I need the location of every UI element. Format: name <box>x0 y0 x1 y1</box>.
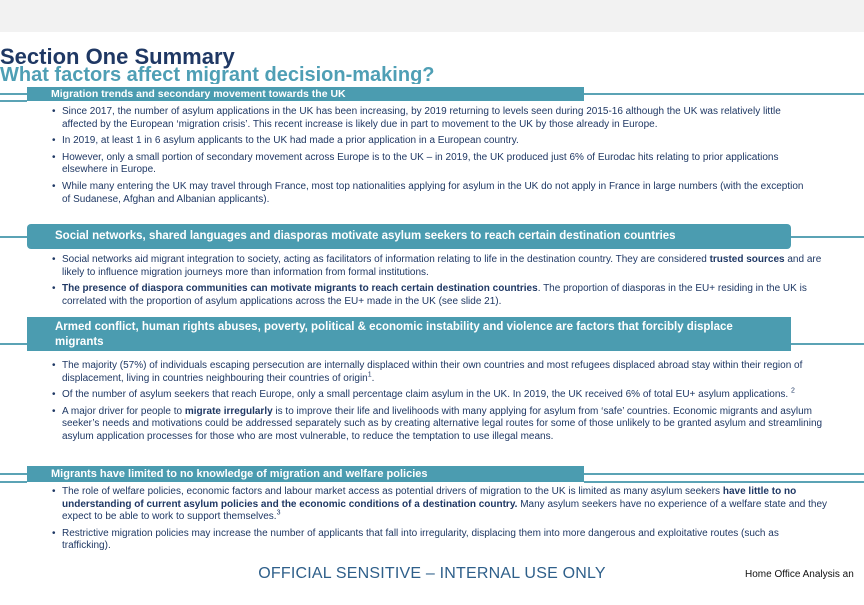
section-bullets-welfare-knowledge <box>50 486 830 557</box>
divider-line <box>0 100 27 102</box>
bullet-item <box>50 152 810 177</box>
divider-line <box>0 343 27 345</box>
section-bullets-armed-conflict <box>50 360 830 448</box>
section-bullets-migration-trends <box>50 106 810 210</box>
bullet-text: Many asylum seekers have no experience of a welfare state and they expect to be able to work to support themselves. <box>62 498 828 523</box>
bold-text: migrate irregularly <box>184 405 273 417</box>
bullet-text: is to improve their life and livelihoods with many applying for asylum from ‘safe’ countries. Economic migrants and asylum seeker’s needs and motivations could be addressed separately such as by creating alternative legal routes for some of those unlikely to be granted asylum and streamlining asylum application processes for those who are most vulnerable, to reduce the temptation to use illegal means. <box>62 405 823 442</box>
bullet-text: . The proportion of diasporas in the EU+ residing in the UK is correlated with the proportion of asylum applications across the EU+ made in the UK (see slide 21). <box>62 283 807 307</box>
section-header-migration-trends: Migration trends and secondary movement towards the UK <box>27 87 584 101</box>
section-bullets-social-networks <box>50 254 830 312</box>
bullet-item <box>50 106 810 131</box>
divider-line <box>0 473 27 475</box>
bullet-text: Since 2017, the number of asylum applications in the UK has been increasing, by 2019 returning to levels seen during 2015-16 although the UK was relatively little affected by the European ‘migration crisis’. This recent increase is likely due in part to movement to the UK by those already in Europe. <box>62 106 781 130</box>
bold-text: The presence of diaspora communities can motivate migrants to reach certain destination countries <box>62 283 538 295</box>
bullet-text: However, only a small portion of secondary movement across Europe is to the UK – in 2019, the UK produced just 6% of Eurodac hits relating to prior applications elsewhere in Europe. <box>62 151 779 176</box>
bullet-item <box>50 360 830 385</box>
bullet-text: and are likely to influence migration journeys more than information from formal institutions. <box>62 254 822 278</box>
bullet-text: A major driver for people to <box>62 405 185 417</box>
bold-text: have little to no understanding of current asylum policies and the economic conditions of a destination country. <box>62 486 797 510</box>
footnote-ref: 3 <box>276 509 281 517</box>
bullet-item <box>50 389 830 402</box>
divider-line <box>791 236 864 238</box>
top-bar <box>0 0 864 32</box>
bullet-item <box>50 528 830 553</box>
page-subtitle: What factors affect migrant decision-making? <box>0 64 435 84</box>
divider-line <box>0 481 27 483</box>
bullet-text: . <box>371 372 375 384</box>
divider-line <box>0 93 27 95</box>
bullet-text: Social networks aid migrant integration to society, acting as facilitators of information relating to life in the destination country. They are considered <box>62 254 710 265</box>
divider-line <box>584 93 864 95</box>
footnote-ref: 2 <box>790 387 795 395</box>
divider-line <box>584 473 864 475</box>
classification-footer: OFFICIAL SENSITIVE – INTERNAL USE ONLY <box>258 565 606 582</box>
bullet-text: Of the number of asylum seekers that reach Europe, only a small percentage claim asylum in the UK. In 2019, the UK received 6% of total EU+ asylum applications. <box>62 389 791 401</box>
bullet-text: While many entering the UK may travel through France, most top nationalities applying for asylum in the UK do not apply in France in large numbers (with the exception of Sudanese, Afghan and Albanian applicants). <box>62 180 804 205</box>
bullet-item <box>50 283 830 308</box>
bullet-item <box>50 486 830 524</box>
divider-line <box>0 236 27 238</box>
section-header-welfare-knowledge: Migrants have limited to no knowledge of migration and welfare policies <box>27 466 584 482</box>
section-header-social-networks: Social networks, shared languages and diasporas motivate asylum seekers to reach certain destination countries <box>27 224 791 249</box>
bullet-item <box>50 406 830 444</box>
footnote-ref: 1 <box>367 371 372 379</box>
bold-text: trusted sources <box>709 254 785 265</box>
bullet-text: The majority (57%) of individuals escaping persecution are internally displaced within their own countries and most refugees displaced abroad stay within their region of displacement, living in countries neighbouring their countries of origin <box>62 360 803 384</box>
bullet-item <box>50 135 810 148</box>
divider-line <box>584 481 864 483</box>
bullet-text: The role of welfare policies, economic factors and labour market access as potential drivers of migration to the UK is limited as many asylum seekers <box>62 486 723 497</box>
bullet-text: In 2019, at least 1 in 6 asylum applicants to the UK had made a prior application in a European country. <box>62 135 519 147</box>
section-header-armed-conflict: Armed conflict, human rights abuses, poverty, political & economic instability and violence are factors that forcibly displace migrants <box>27 317 791 351</box>
footer-org-name: Home Office Analysis an <box>745 569 854 580</box>
bullet-item <box>50 254 830 279</box>
bullet-text: Restrictive migration policies may increase the number of applicants that fall into irregularity, displacing them into more dangerous and exploitative routes (such as trafficking). <box>62 527 779 552</box>
divider-line <box>791 343 864 345</box>
bullet-item <box>50 181 810 206</box>
page-title: Section One Summary <box>0 44 235 69</box>
